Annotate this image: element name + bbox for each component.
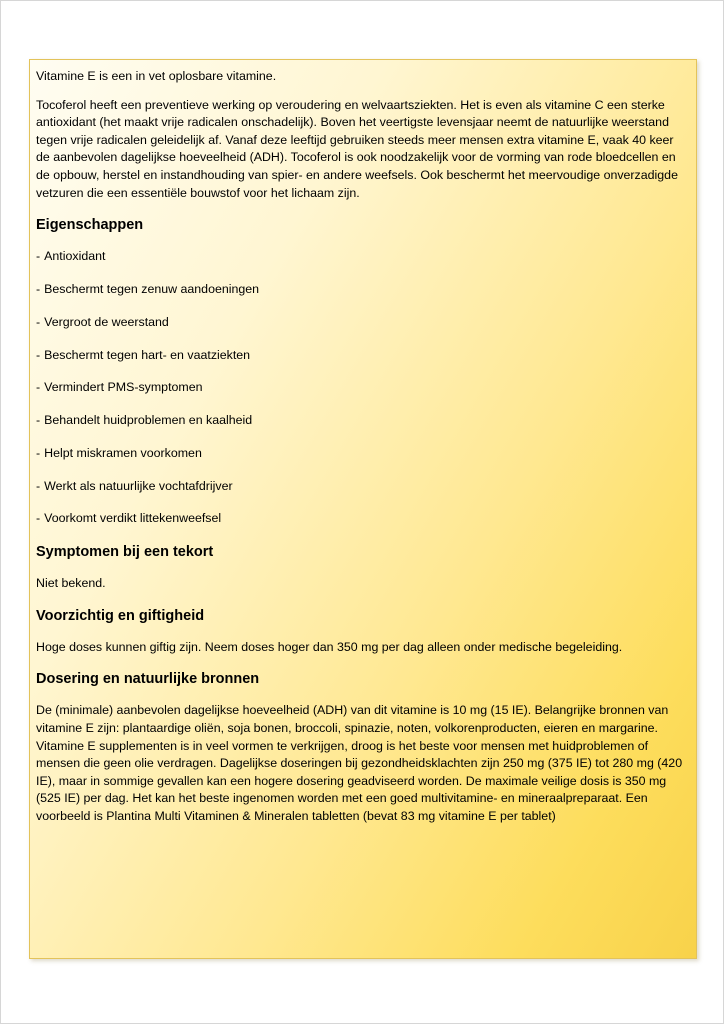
deficiency-heading: Symptomen bij een tekort [36,544,214,561]
list-item-text: Beschermt tegen hart- en vaatziekten [44,347,251,362]
list-dash: - [36,511,41,526]
content-panel [29,59,697,959]
list-item-text: Behandelt huidproblemen en kaalheid [44,413,253,428]
list-item [36,510,690,528]
list-item-text: Voorkomt verdikt littekenweefsel [44,511,222,526]
list-item-text: Beschermt tegen zenuw aandoeningen [44,281,260,296]
list-dash: - [36,445,41,460]
intro-text: Vitamine E is een in vet oplosbare vitamine. [36,69,277,83]
list-item [36,347,690,365]
intro-paragraph: Tocoferol heeft een preventieve werking op veroudering en welvaartsziekten. Het is even als vitamine C een sterke antioxidant (het maakt vrije radicalen onschadelijk). Boven het veertigste levensjaar neemt de natuurlijke weerstand tegen vrije radicalen geleidelijk af. Vanaf deze leeftijd gebruiken steeds meer mensen extra vitamine E, vaak 40 keer de aanbevolen dagelijkse hoeveelheid (ADH). Tocoferol is ook noodzakelijk voor de vorming van rode bloedcellen en de opbouw, herstel en instandhouding van spier- en andere weefsels. Ook beschermt het meervoudige onverzadigde vetzuren die een essentiële bouwstof voor het lichaam zijn. [36,97,678,200]
list-item [36,412,690,430]
list-dash: - [36,413,41,428]
dosage-heading: Dosering en natuurlijke bronnen [36,671,260,688]
list-dash: - [36,380,41,395]
list-dash: - [36,478,41,493]
list-item [36,445,690,463]
list-dash: - [36,281,41,296]
list-item [36,248,690,266]
list-item-text: Antioxidant [44,249,106,264]
caution-heading: Voorzichtig en giftigheid [36,607,205,624]
list-item-text: Helpt miskramen voorkomen [44,445,202,460]
list-item [36,478,690,496]
list-item-text: Vergroot de weerstand [44,314,169,329]
caution-text: Hoge doses kunnen giftig zijn. Neem doses hoger dan 350 mg per dag alleen onder medische begeleiding. [36,639,623,654]
list-item [36,379,690,397]
list-item [36,281,690,299]
list-dash: - [36,347,41,362]
deficiency-text: Niet bekend. [36,576,106,591]
list-dash: - [36,249,41,264]
properties-heading: Eigenschappen [36,217,144,234]
list-item [36,314,690,332]
list-dash: - [36,314,41,329]
list-item-text: Vermindert PMS-symptomen [44,380,203,395]
dosage-text: De (minimale) aanbevolen dagelijkse hoeveelheid (ADH) van dit vitamine is 10 mg (15 IE). Belangrijke bronnen van vitamine E zijn: plantaardige oliën, soja bonen, broccoli, spinazie, noten, volkorenproducten, eieren en margarine. Vitamine E supplementen is in veel vormen te verkrijgen, droog is het beste voor mensen met huidproblemen of mensen die geen olie verdragen. Dagelijkse doseringen bij gezondheidsklachten zijn 250 mg (375 IE) tot 280 mg (420 IE), maar in sommige gevallen kan een hogere dosering geadviseerd worden. De maximale veilige dosis is 350 mg (525 IE) per dag. Het kan het beste ingenomen worden met een goed multivitamine- en mineraalpreparaat. Een voorbeeld is Plantina Multi Vitaminen & Mineralen tabletten (bevat 83 mg vitamine E per tablet) [36,703,683,823]
list-item-text: Werkt als natuurlijke vochtafdrijver [44,478,233,493]
properties-list [36,248,690,528]
